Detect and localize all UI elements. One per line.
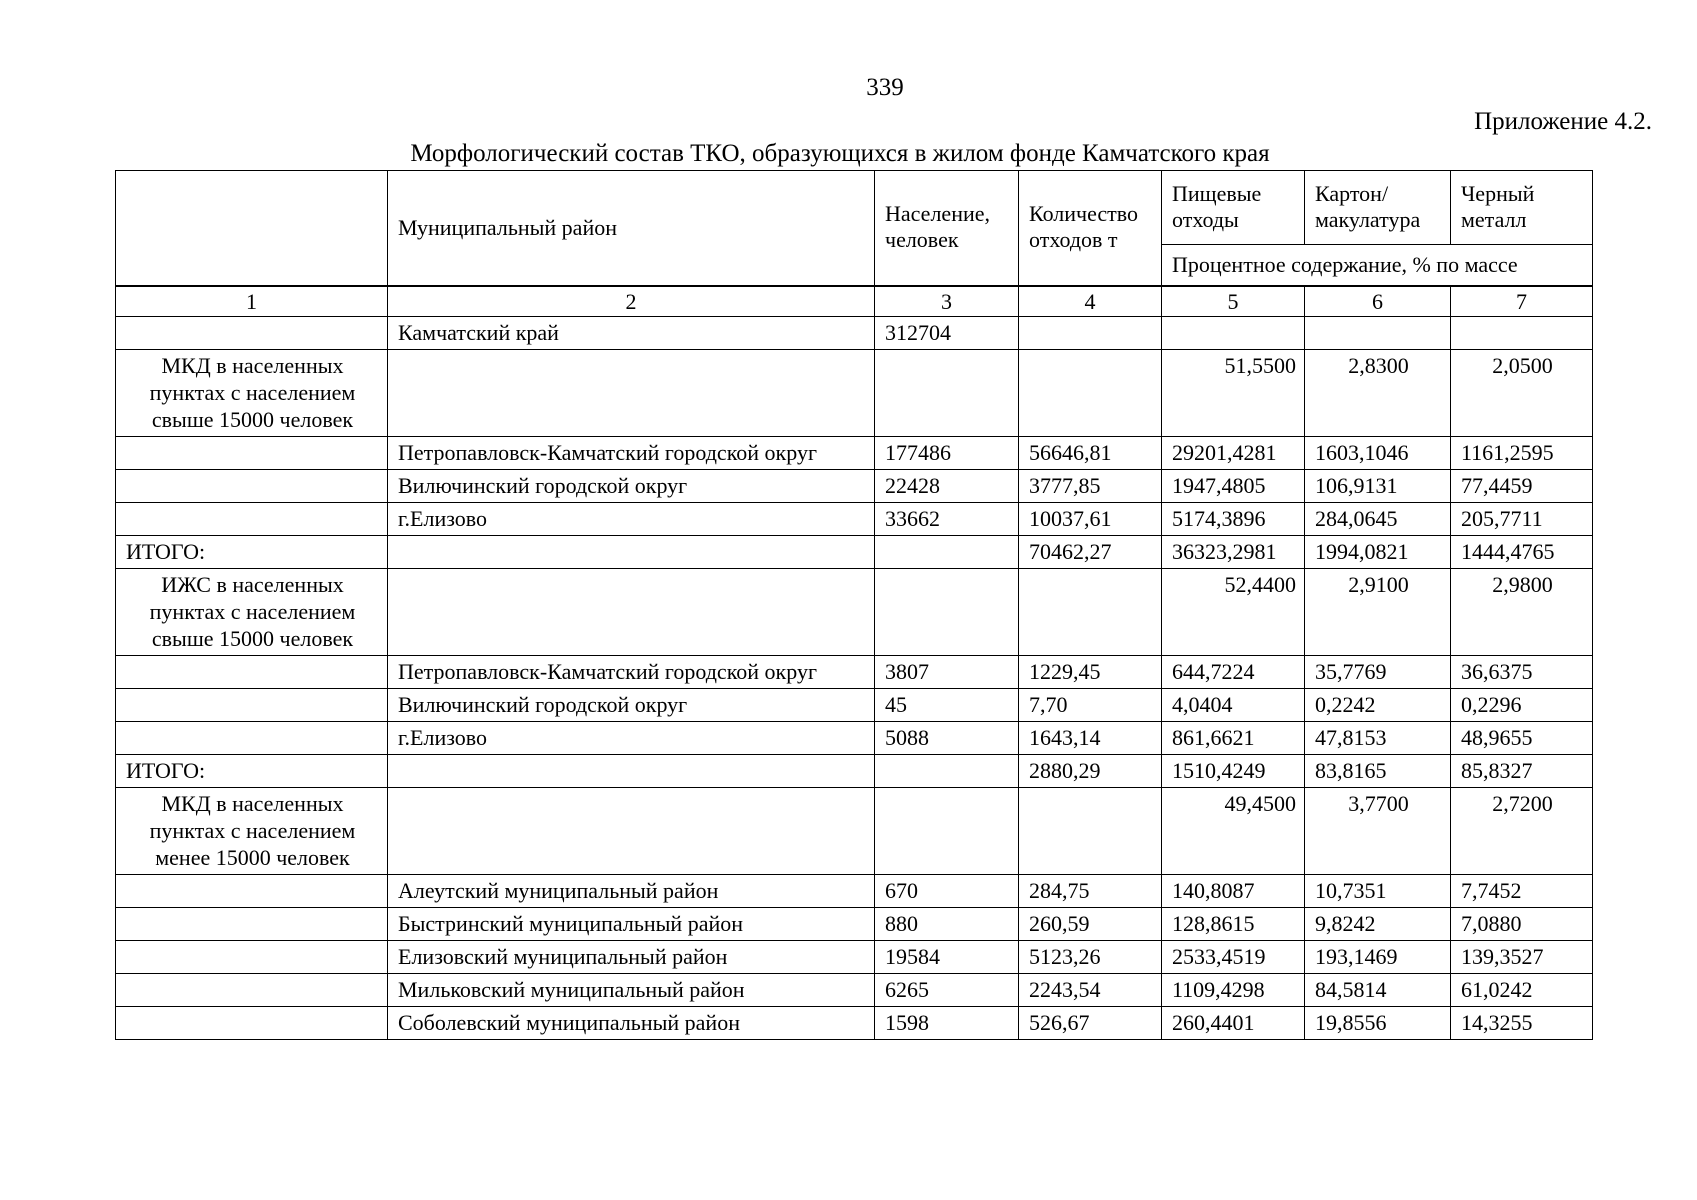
district-cell: Соболевский муниципальный район [388,1006,875,1039]
food-waste-cell: 51,5500 [1162,349,1305,436]
category-row [116,787,1593,874]
food-waste-cell: 1947,4805 [1162,469,1305,502]
page-number: 339 [866,74,904,101]
ferrous-metal-cell: 61,0242 [1451,973,1593,1006]
district-cell: Мильковский муниципальный район [388,973,875,1006]
col-number: 3 [875,286,1019,317]
population-cell: 22428 [875,469,1019,502]
header-cardboard: Картон/ макулатура [1305,171,1451,245]
ferrous-metal-cell: 139,3527 [1451,940,1593,973]
ferrous-metal-cell: 2,9800 [1451,568,1593,655]
waste-quantity-cell [1019,349,1162,436]
cardboard-cell: 9,8242 [1305,907,1451,940]
ferrous-metal-cell: 77,4459 [1451,469,1593,502]
cardboard-cell: 1994,0821 [1305,535,1451,568]
food-waste-cell: 49,4500 [1162,787,1305,874]
food-waste-cell: 140,8087 [1162,874,1305,907]
table-row [116,316,1593,349]
ferrous-metal-cell: 2,0500 [1451,349,1593,436]
district-cell [388,349,875,436]
food-waste-cell: 260,4401 [1162,1006,1305,1039]
ferrous-metal-cell: 14,3255 [1451,1006,1593,1039]
cardboard-cell: 10,7351 [1305,874,1451,907]
cardboard-cell: 1603,1046 [1305,436,1451,469]
total-row [116,754,1593,787]
food-waste-cell: 1109,4298 [1162,973,1305,1006]
table-row [116,1006,1593,1039]
header-waste-quantity: Количество отходов т [1019,171,1162,286]
waste-quantity-cell: 10037,61 [1019,502,1162,535]
cardboard-cell: 84,5814 [1305,973,1451,1006]
cardboard-cell: 83,8165 [1305,754,1451,787]
food-waste-cell: 29201,4281 [1162,436,1305,469]
waste-quantity-cell: 260,59 [1019,907,1162,940]
table-row [116,655,1593,688]
district-cell [388,535,875,568]
col-number: 7 [1451,286,1593,317]
waste-quantity-cell [1019,316,1162,349]
population-cell: 6265 [875,973,1019,1006]
waste-quantity-cell: 526,67 [1019,1006,1162,1039]
food-waste-cell: 1510,4249 [1162,754,1305,787]
district-cell [388,568,875,655]
ferrous-metal-cell: 48,9655 [1451,721,1593,754]
category-cell [116,874,388,907]
ferrous-metal-cell: 0,2296 [1451,688,1593,721]
category-row [116,349,1593,436]
population-cell: 312704 [875,316,1019,349]
table-row [116,502,1593,535]
cardboard-cell: 106,9131 [1305,469,1451,502]
population-cell: 3807 [875,655,1019,688]
category-cell [116,655,388,688]
header-ferrous-metal: Черный металл [1451,171,1593,245]
table-row [116,940,1593,973]
waste-quantity-cell: 3777,85 [1019,469,1162,502]
cardboard-cell [1305,316,1451,349]
population-cell: 33662 [875,502,1019,535]
total-row [116,535,1593,568]
category-cell [116,469,388,502]
ferrous-metal-cell: 85,8327 [1451,754,1593,787]
food-waste-cell: 644,7224 [1162,655,1305,688]
category-cell [116,688,388,721]
category-cell [116,973,388,1006]
district-cell: Елизовский муниципальный район [388,940,875,973]
col-number: 5 [1162,286,1305,317]
ferrous-metal-cell: 205,7711 [1451,502,1593,535]
header-district: Муниципальный район [388,171,875,286]
col-number: 1 [116,286,388,317]
cardboard-cell: 0,2242 [1305,688,1451,721]
column-number-row [116,286,1593,317]
population-cell: 19584 [875,940,1019,973]
district-cell: Петропавловск-Камчатский городской округ [388,655,875,688]
district-cell: г.Елизово [388,721,875,754]
ferrous-metal-cell [1451,316,1593,349]
waste-quantity-cell: 7,70 [1019,688,1162,721]
district-cell: Камчатский край [388,316,875,349]
cardboard-cell: 35,7769 [1305,655,1451,688]
category-cell [116,502,388,535]
category-cell: МКД в населенных пунктах с населением менее 15000 человек [116,787,388,874]
category-cell [116,907,388,940]
waste-composition-table [115,170,1593,1040]
district-cell: Быстринский муниципальный район [388,907,875,940]
waste-quantity-cell: 5123,26 [1019,940,1162,973]
cardboard-cell: 2,9100 [1305,568,1451,655]
waste-quantity-cell: 1643,14 [1019,721,1162,754]
district-cell [388,787,875,874]
header-percent-note: Процентное содержание, % по массе [1162,245,1593,286]
table-row [116,469,1593,502]
population-cell [875,568,1019,655]
category-cell [116,436,388,469]
population-cell [875,535,1019,568]
cardboard-cell: 2,8300 [1305,349,1451,436]
district-cell: г.Елизово [388,502,875,535]
header-population: Население, человек [875,171,1019,286]
category-cell [116,721,388,754]
col-number: 4 [1019,286,1162,317]
waste-quantity-cell: 2880,29 [1019,754,1162,787]
cardboard-cell: 284,0645 [1305,502,1451,535]
category-cell [116,316,388,349]
population-cell: 880 [875,907,1019,940]
food-waste-cell: 4,0404 [1162,688,1305,721]
table-row [116,907,1593,940]
table-row [116,973,1593,1006]
category-row [116,568,1593,655]
header-row [116,171,1593,245]
food-waste-cell: 128,8615 [1162,907,1305,940]
waste-quantity-cell [1019,787,1162,874]
ferrous-metal-cell: 1161,2595 [1451,436,1593,469]
population-cell [875,787,1019,874]
col-number: 6 [1305,286,1451,317]
waste-quantity-cell: 56646,81 [1019,436,1162,469]
table-row [116,436,1593,469]
district-cell [388,754,875,787]
population-cell [875,349,1019,436]
population-cell: 177486 [875,436,1019,469]
district-cell: Алеутский муниципальный район [388,874,875,907]
waste-quantity-cell: 1229,45 [1019,655,1162,688]
food-waste-cell: 2533,4519 [1162,940,1305,973]
appendix-label: Приложение 4.2. [1474,108,1652,135]
category-cell: ИЖС в населенных пунктах с населением свыше 15000 человек [116,568,388,655]
table-title: Морфологический состав ТКО, образующихся в жилом фонде Камчатского края [410,140,1270,167]
table-row [116,874,1593,907]
food-waste-cell: 861,6621 [1162,721,1305,754]
district-cell: Петропавловск-Камчатский городской округ [388,436,875,469]
col-number: 2 [388,286,875,317]
food-waste-cell: 36323,2981 [1162,535,1305,568]
population-cell: 45 [875,688,1019,721]
table-body [116,316,1593,1039]
ferrous-metal-cell: 7,0880 [1451,907,1593,940]
waste-quantity-cell: 2243,54 [1019,973,1162,1006]
cardboard-cell: 193,1469 [1305,940,1451,973]
district-cell: Вилючинский городской округ [388,469,875,502]
district-cell: Вилючинский городской округ [388,688,875,721]
category-cell: ИТОГО: [116,754,388,787]
food-waste-cell: 52,4400 [1162,568,1305,655]
waste-quantity-cell: 284,75 [1019,874,1162,907]
category-cell: ИТОГО: [116,535,388,568]
waste-quantity-cell: 70462,27 [1019,535,1162,568]
population-cell: 5088 [875,721,1019,754]
category-cell [116,940,388,973]
population-cell: 670 [875,874,1019,907]
header-food-waste: Пищевые отходы [1162,171,1305,245]
ferrous-metal-cell: 36,6375 [1451,655,1593,688]
food-waste-cell: 5174,3896 [1162,502,1305,535]
waste-quantity-cell [1019,568,1162,655]
cardboard-cell: 19,8556 [1305,1006,1451,1039]
ferrous-metal-cell: 1444,4765 [1451,535,1593,568]
table-row [116,721,1593,754]
table-row [116,688,1593,721]
ferrous-metal-cell: 2,7200 [1451,787,1593,874]
cardboard-cell: 47,8153 [1305,721,1451,754]
population-cell [875,754,1019,787]
population-cell: 1598 [875,1006,1019,1039]
header-empty-cell [116,171,388,286]
category-cell: МКД в населенных пунктах с населением свыше 15000 человек [116,349,388,436]
ferrous-metal-cell: 7,7452 [1451,874,1593,907]
cardboard-cell: 3,7700 [1305,787,1451,874]
category-cell [116,1006,388,1039]
food-waste-cell [1162,316,1305,349]
